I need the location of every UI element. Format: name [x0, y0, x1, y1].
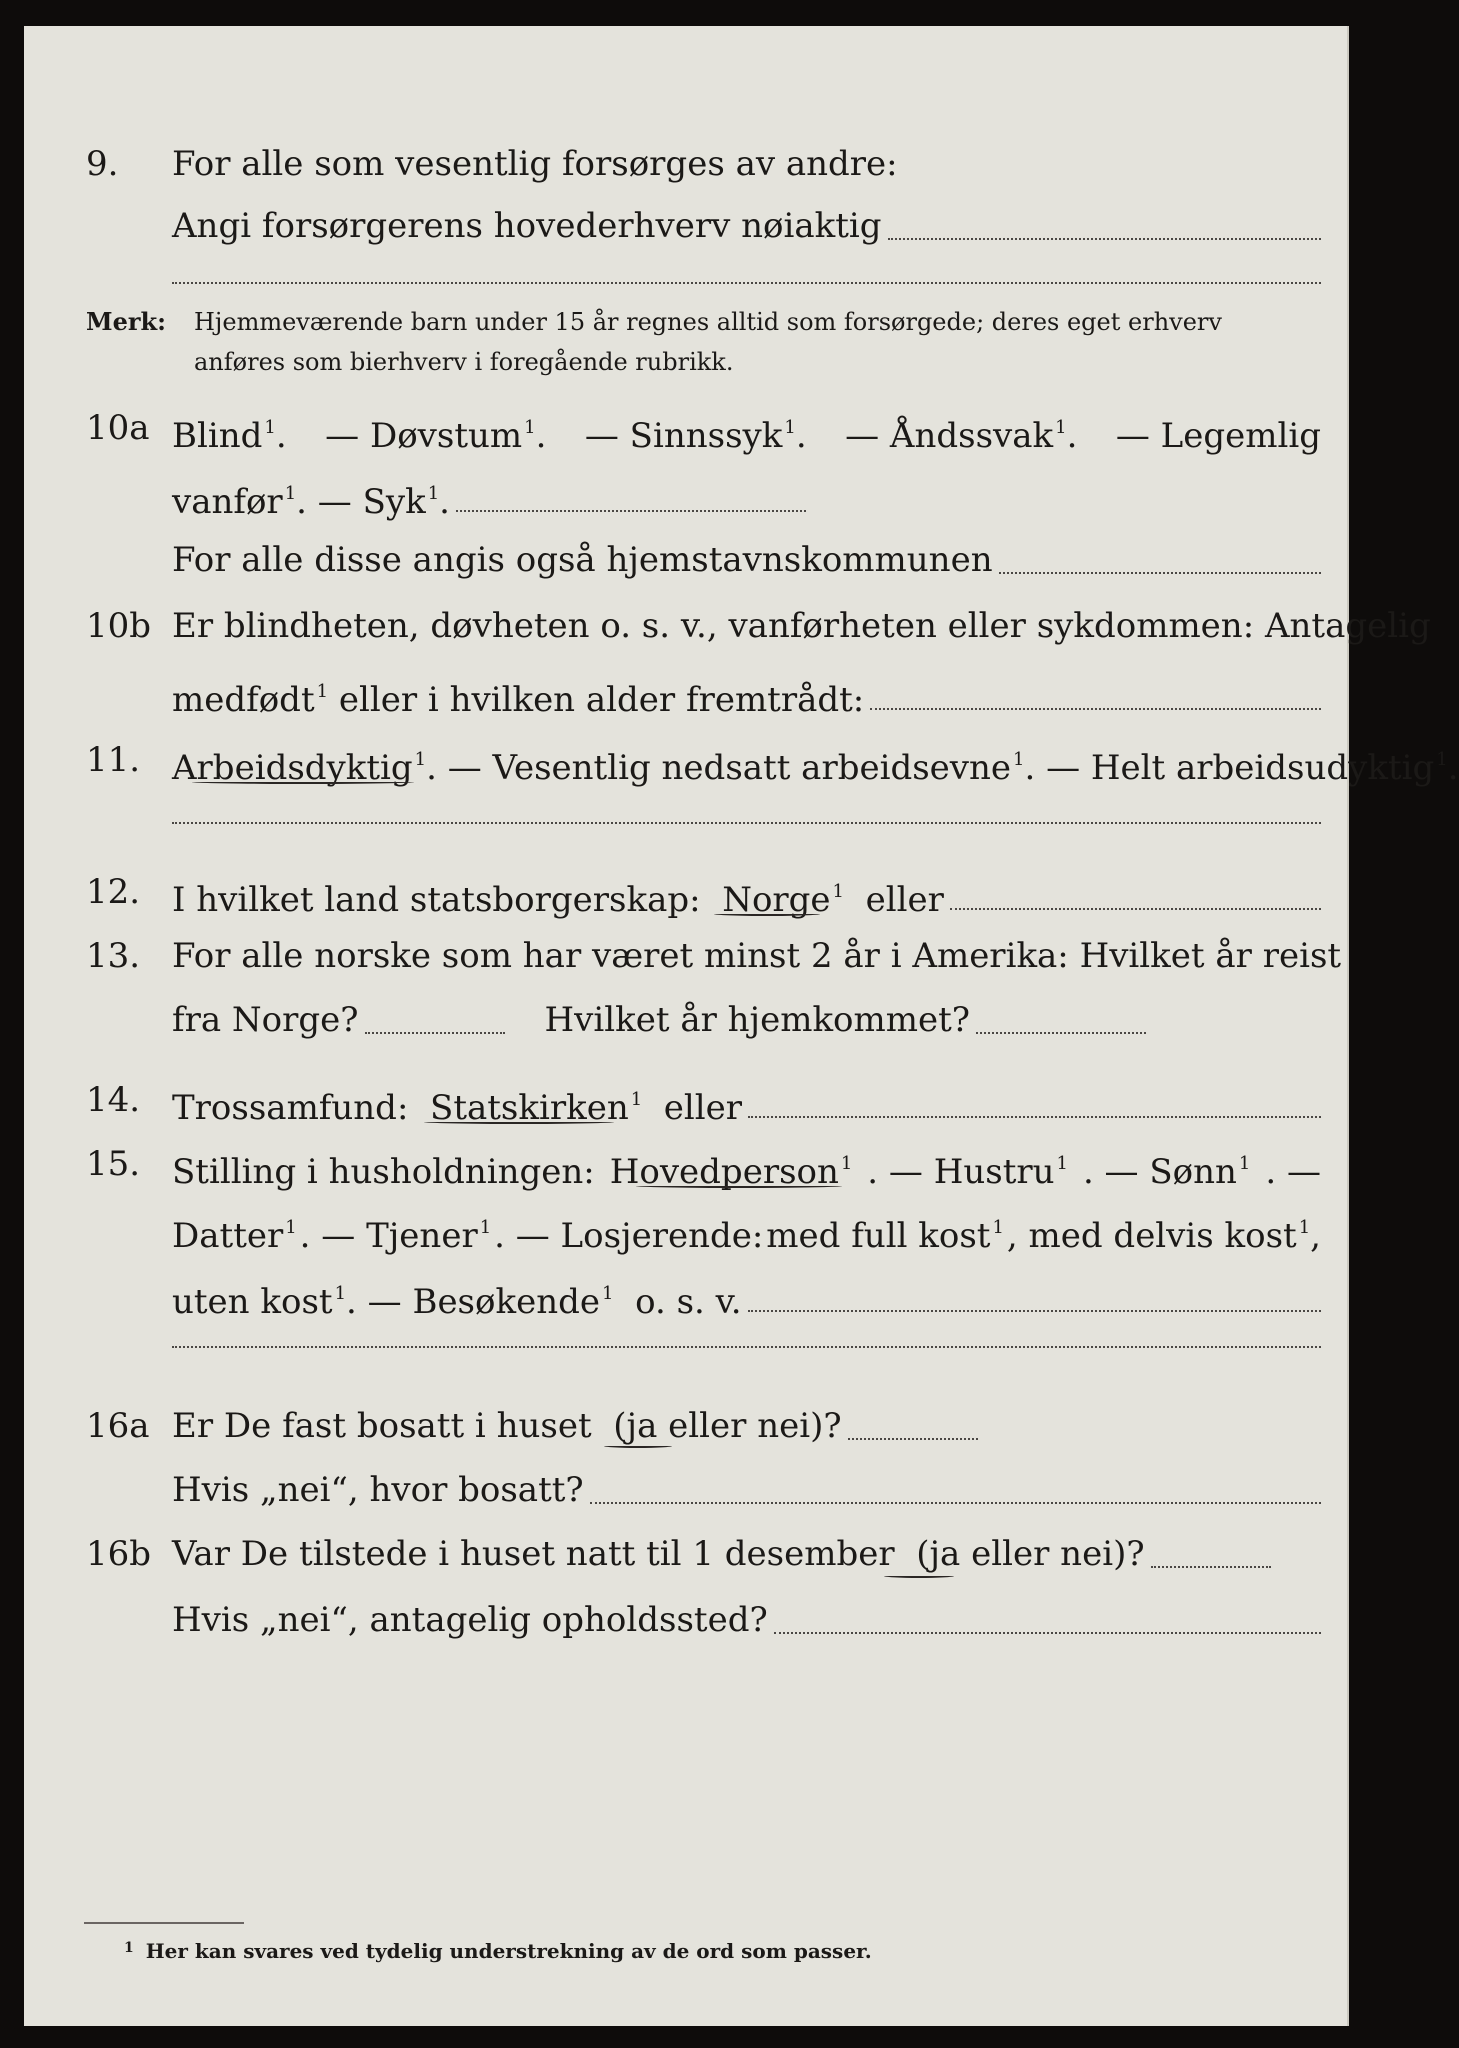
q11-number: 11. [86, 740, 141, 780]
handwritten-underline-hovedperson [636, 1184, 842, 1188]
q16b-line1 [24, 1530, 1347, 1578]
q9-line2 [24, 202, 1347, 250]
hjemkommet-year-field[interactable] [976, 1006, 1146, 1034]
q11-answer-line[interactable] [172, 822, 1321, 824]
q15-extra-answer-line[interactable] [172, 1346, 1321, 1348]
option-andssvak[interactable]: — Åndssvak $^1$. [845, 416, 1078, 456]
q15-line3 [24, 1270, 1347, 1322]
option-blind[interactable]: Blind $^1$. [172, 416, 287, 456]
q9-answer-field[interactable] [888, 212, 1321, 240]
merk-body [194, 302, 1321, 382]
option-statskirken[interactable]: Statskirken $^1$ [430, 1088, 643, 1128]
q15-prompt: Stilling i husholdningen: [172, 1152, 595, 1192]
option-besokende[interactable]: . — Besøkende $^1$ [346, 1282, 614, 1322]
q9-question-text: For alle som vesentlig forsørges av andre: [172, 144, 898, 184]
option-uten-kost[interactable]: uten kost $^1$ [172, 1282, 347, 1322]
footnote-rule [84, 1922, 244, 1924]
q10b-answer-field[interactable] [870, 682, 1321, 710]
q13-line2-text [172, 996, 1321, 1044]
q10a-options [172, 404, 1321, 460]
q10a-line3-text [172, 536, 1321, 584]
q11-line [24, 736, 1459, 788]
q14-line [24, 1076, 1347, 1128]
q16a-line2-text [172, 1466, 1321, 1514]
q11-period: . [1447, 748, 1459, 788]
q16b-number: 16b [86, 1534, 152, 1574]
q16b-line2 [24, 1596, 1347, 1644]
q16a-bosatt-field[interactable] [590, 1476, 1321, 1504]
q12-prompt: I hvilket land statsborgerskap: [172, 880, 701, 920]
option-sinnssyk[interactable]: — Sinnssyk $^1$. [584, 416, 807, 456]
footnote-text: Her kan svares ved tydelig understrekning av de ord som passer. [145, 1939, 872, 1963]
q9-number: 9. [86, 144, 119, 184]
q10a-line3 [24, 536, 1347, 584]
footnote [124, 1934, 872, 1965]
q10b-line2 [24, 668, 1347, 720]
q9-line1 [24, 140, 1347, 188]
q16a-line2 [24, 1466, 1347, 1514]
q12-answer-field[interactable] [950, 882, 1321, 910]
q10b-line1 [24, 602, 1431, 650]
q15-line1 [24, 1140, 1347, 1192]
option-arbeidsudyktig[interactable]: . — Helt arbeidsudyktig $^1$ [1024, 748, 1448, 788]
q16b-opholdssted-prompt: Hvis „nei“, antagelig opholdssted? [172, 1600, 768, 1640]
q9-extra-answer-line[interactable] [172, 282, 1321, 284]
option-syk[interactable]: — Syk $^1$. [317, 482, 450, 522]
q10a-line2-text [172, 470, 1321, 526]
q14-prompt: Trossamfund: [172, 1088, 409, 1128]
q9-answer-line [172, 202, 1321, 250]
q13-number: 13. [86, 936, 141, 976]
q15-line3-text [172, 1270, 1321, 1326]
q14-eller: eller [663, 1088, 743, 1128]
handwritten-underline-ja-16a [604, 1444, 672, 1448]
option-datter[interactable]: Datter $^1$ [172, 1216, 297, 1256]
option-tjener[interactable]: . — Tjener $^1$ [299, 1216, 492, 1256]
hjemstavn-answer-field[interactable] [999, 546, 1321, 574]
q12-line [24, 868, 1347, 920]
option-dovstum[interactable]: — Døvstum $^1$. [325, 416, 547, 456]
handwritten-underline-ja-16b [884, 1574, 954, 1578]
q13-question [172, 932, 1342, 980]
q13-question-text: For alle norske som har været minst 2 år i Amerika: Hvilket år reist [172, 936, 1342, 976]
q16b-line2-text [172, 1596, 1321, 1644]
handwritten-underline-norge [714, 912, 820, 916]
q16a-prompt: Er De fast bosatt i huset [172, 1406, 592, 1446]
option-medfodt[interactable]: medfødt $^1$ [172, 680, 329, 720]
q15-osv: o. s. v. [635, 1282, 742, 1322]
q10b-question-text: Er blindheten, døvheten o. s. v., vanførheten eller sykdommen: Antagelig [172, 606, 1431, 646]
option-arbeidsdyktig[interactable]: Arbeidsdyktig $^1$ [172, 748, 427, 788]
q16a-question [172, 1402, 1321, 1450]
merk-line-2: anføres som bierhverv i foregående rubrikk. [194, 348, 734, 376]
q15-dash: . — [1265, 1152, 1321, 1192]
q16b-prompt: Var De tilstede i huset natt til 1 desember [172, 1534, 895, 1574]
option-hustru[interactable]: . — Hustru $^1$ [867, 1152, 1068, 1192]
q9-question [172, 140, 1321, 188]
q13-reist-prompt: fra Norge? [172, 1000, 359, 1040]
q15-line2 [24, 1204, 1347, 1256]
reist-year-field[interactable] [365, 1006, 505, 1034]
option-sonn[interactable]: . — Sønn $^1$ [1082, 1152, 1251, 1192]
q16b-answer-field[interactable] [1151, 1540, 1271, 1568]
census-form-page [24, 26, 1459, 2026]
q15-line2-text [172, 1204, 1321, 1260]
q10b-alder-prompt: eller i hvilken alder fremtrådt: [338, 680, 865, 720]
q12-eller: eller [865, 880, 944, 920]
q10b-line2-text [172, 668, 1321, 724]
q16b-ja-nei[interactable]: (ja eller nei)? [916, 1534, 1145, 1574]
q14-number: 14. [86, 1080, 141, 1120]
q10b-question [172, 602, 1431, 650]
merk-note [86, 302, 1321, 382]
q16b-opholdssted-field[interactable] [774, 1606, 1321, 1634]
q10a-hjemstavn-prompt: For alle disse angis også hjemstavnskommunen [172, 540, 993, 580]
q15-answer-field[interactable] [748, 1284, 1321, 1312]
q13-line1 [24, 932, 1347, 980]
q16a-bosatt-prompt: Hvis „nei“, hvor bosatt? [172, 1470, 584, 1510]
q15-number: 15. [86, 1144, 141, 1184]
option-vanfor[interactable]: vanfør $^1$. [172, 482, 318, 522]
handwritten-underline-arbeidsdyktig [192, 780, 414, 784]
q10a-line1 [24, 404, 1347, 456]
q16a-answer-field[interactable] [848, 1412, 978, 1440]
option-hovedperson[interactable]: Hovedperson $^1$ [609, 1152, 853, 1192]
option-legemlig[interactable]: — Legemlig [1115, 416, 1321, 456]
option-full-kost[interactable]: med full kost $^1$ [766, 1216, 1004, 1256]
option-norge[interactable]: Norge $^1$ [722, 880, 844, 920]
q13-hjemkommet-prompt: Hvilket år hjemkommet? [544, 1000, 971, 1040]
q10b-number: 10b [86, 606, 152, 646]
footnote-marker: 1 [124, 1940, 134, 1956]
q16a-line1 [24, 1402, 1347, 1450]
option-nedsatt-arbeidsevne[interactable]: . — Vesentlig nedsatt arbeidsevne $^1$ [426, 748, 1025, 788]
losjerende-label: . — Losjerende: [494, 1216, 764, 1256]
q13-line2 [24, 996, 1347, 1044]
merk-line-1: Hjemmeværende barn under 15 år regnes alltid som forsørgede; deres eget erhverv [194, 308, 1222, 336]
q12-number: 12. [86, 872, 141, 912]
merk-label: Merk: [86, 307, 166, 336]
q16a-number: 16a [86, 1406, 150, 1446]
q10a-number: 10a [86, 408, 150, 448]
q9-prompt: Angi forsørgerens hovederhverv nøiaktig [172, 206, 882, 246]
q14-question [172, 1076, 1321, 1132]
q10a-line2 [24, 470, 1347, 522]
q16a-ja-nei[interactable]: (ja eller nei)? [613, 1406, 842, 1446]
q14-answer-field[interactable] [748, 1090, 1321, 1118]
q16b-question [172, 1530, 1321, 1578]
option-delvis-kost[interactable]: , med delvis kost $^1$, [1006, 1216, 1321, 1256]
handwritten-underline-statskirken [424, 1120, 614, 1124]
q10a-answer-field[interactable] [456, 484, 806, 512]
